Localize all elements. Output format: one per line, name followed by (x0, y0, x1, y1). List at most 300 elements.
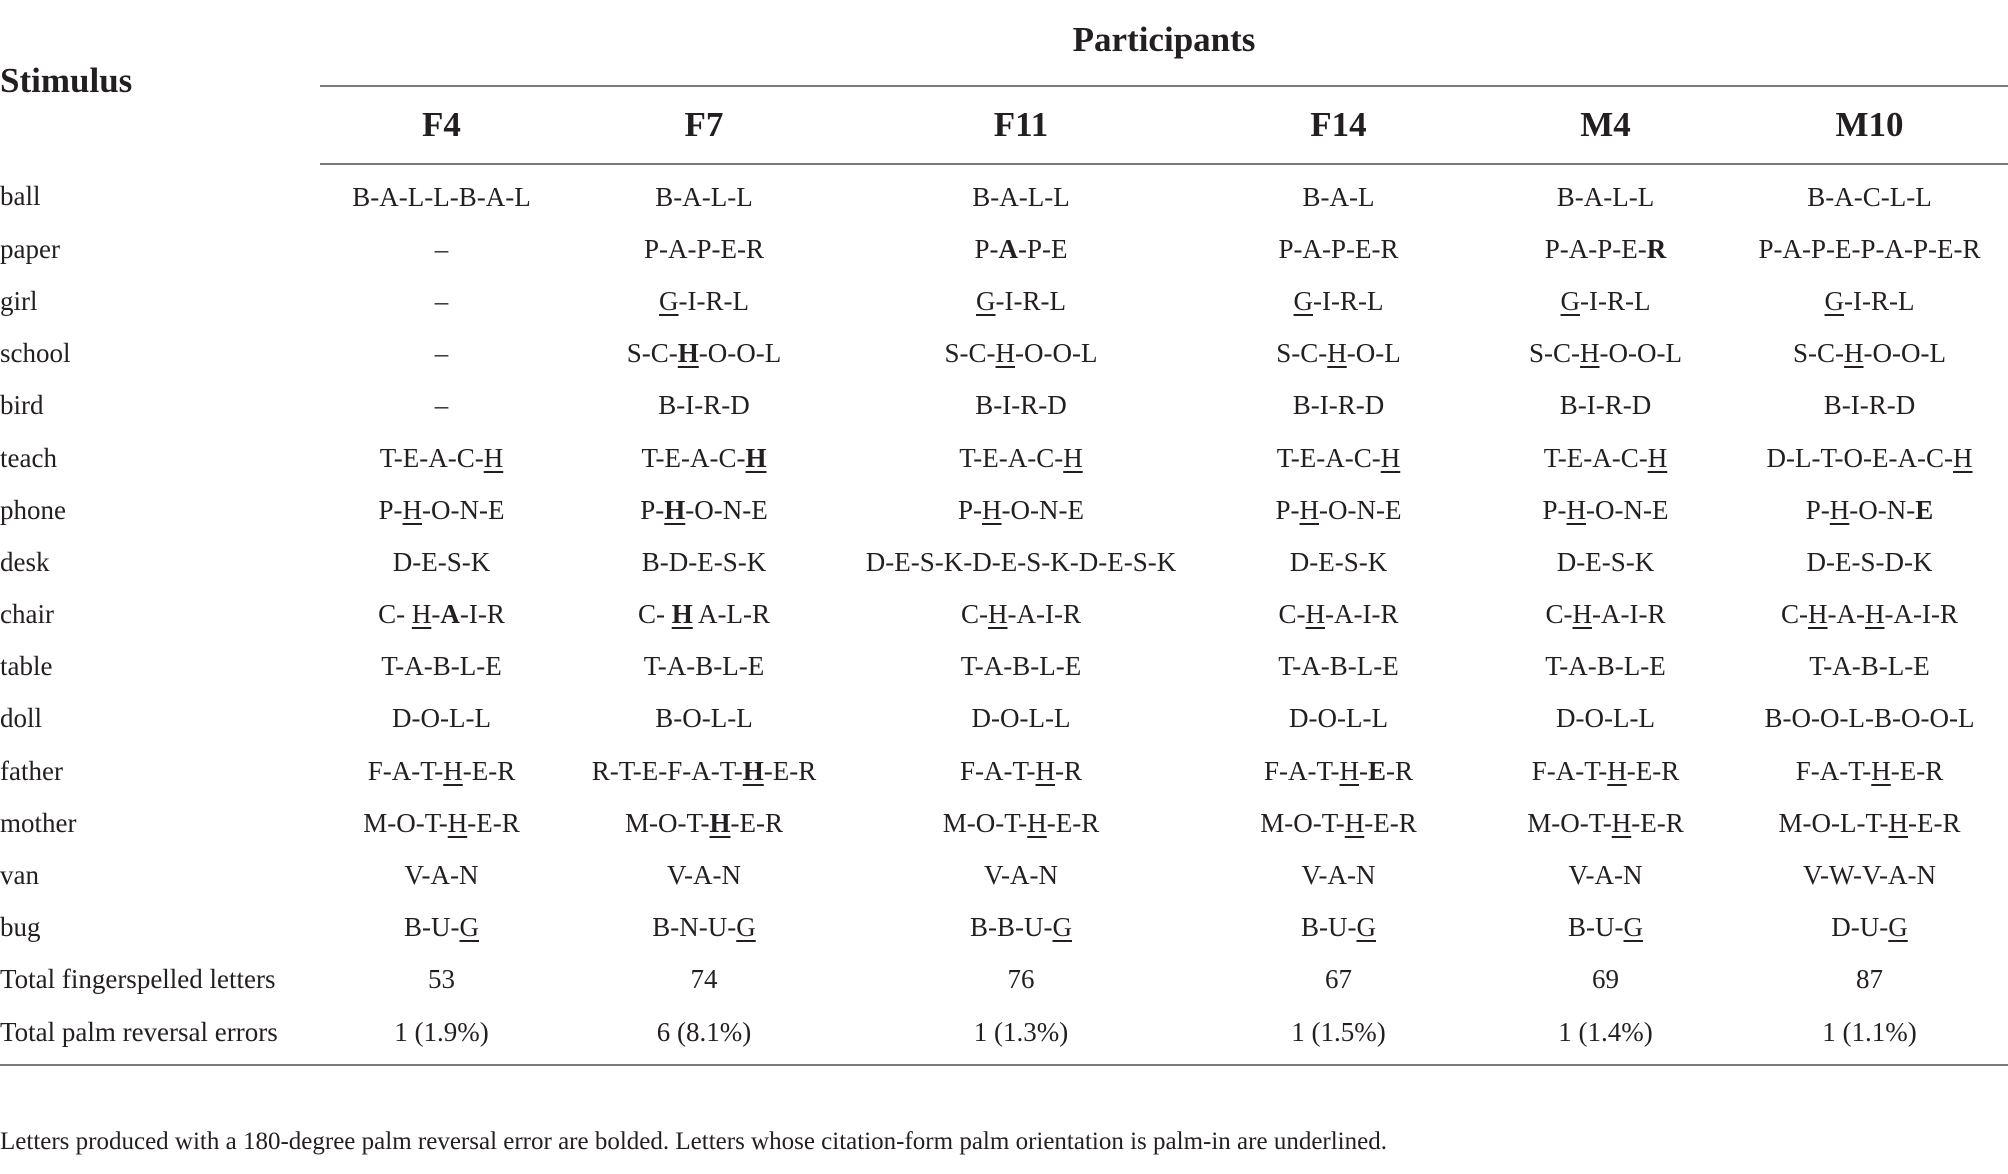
response-cell (320, 328, 563, 380)
response-cell (1197, 536, 1480, 588)
letter-segment: -O-L (1346, 338, 1401, 369)
letter-segment: P- (974, 233, 999, 264)
letter-segment: B-I-R-D (1559, 390, 1652, 421)
response-cell (563, 432, 845, 484)
letter-segment: H (402, 494, 423, 525)
letter-segment: F-A-T- (1263, 755, 1340, 786)
stimulus-cell: bug (0, 912, 41, 943)
letter-segment: T-A-B-L-E (643, 651, 765, 682)
letter-segment: -E-R (1908, 807, 1961, 838)
response-cell (1197, 693, 1480, 745)
table-row (0, 954, 2008, 1006)
letter-segment: G (976, 285, 996, 316)
response-cell (1731, 693, 2008, 745)
letter-segment: F-A-T- (367, 755, 444, 786)
stimulus-cell: father (0, 755, 63, 786)
table-body (0, 164, 2008, 1065)
response-cell (1731, 797, 2008, 849)
letter-segment: P- (958, 494, 983, 525)
letter-segment: P- (1275, 494, 1300, 525)
letter-segment: H (671, 599, 693, 630)
letter-segment: -R (1055, 755, 1082, 786)
letter-segment: H (1888, 807, 1909, 838)
letter-segment: 1 (1.1%) (1822, 1016, 1917, 1047)
table-row (0, 902, 2008, 954)
response-cell (320, 223, 563, 275)
participants-group-label: Participants (1072, 20, 1256, 59)
response-cell (563, 589, 845, 641)
letter-segment: H (1580, 338, 1600, 369)
response-cell (1197, 164, 1480, 223)
letter-segment: M-O-T- (1260, 807, 1345, 838)
letter-segment: -A-I-R (1007, 599, 1081, 630)
response-cell (563, 693, 845, 745)
letter-segment: H (1844, 338, 1864, 369)
letter-segment: T-A-B-L-E (1545, 651, 1666, 682)
response-cell (1480, 797, 1731, 849)
response-cell (1480, 484, 1731, 536)
letter-segment: B-A-L-L (655, 181, 753, 212)
letter-segment: P- (1805, 494, 1830, 525)
letter-segment: H (1647, 442, 1668, 473)
table-row (0, 328, 2008, 380)
letter-segment: V-A-N (404, 860, 479, 891)
letter-segment: G (1824, 285, 1845, 316)
letter-segment: B-A-C-L-L (1807, 181, 1932, 212)
letter-segment: D-U- (1831, 912, 1889, 943)
letter-segment: C- (1278, 599, 1306, 630)
letter-segment: T-E-A-C- (1276, 442, 1381, 473)
letter-segment: -I-R-L (1313, 285, 1384, 316)
letter-segment: – (434, 390, 449, 421)
response-cell (1197, 1006, 1480, 1065)
letter-segment: T-E-A-C- (959, 442, 1064, 473)
stimulus-cell: mother (0, 807, 77, 838)
letter-segment: 1 (1.9%) (394, 1016, 489, 1047)
letter-segment: V-A-N (1568, 860, 1643, 891)
letter-segment: G (1052, 912, 1072, 943)
letter-segment: C- (637, 599, 672, 630)
letter-segment: B-A-L-L (972, 181, 1070, 212)
response-cell (320, 902, 563, 954)
letter-segment: H (447, 807, 468, 838)
letter-segment: - (1359, 755, 1368, 786)
letter-segment: G (459, 912, 479, 943)
response-cell (845, 641, 1197, 693)
letter-segment: P- (1542, 494, 1567, 525)
letter-segment: 87 (1856, 964, 1884, 995)
table-row (0, 745, 2008, 797)
participant-header: F14 (1197, 86, 1480, 164)
response-cell (1480, 380, 1731, 432)
response-cell (1197, 641, 1480, 693)
stimulus-cell: Total palm reversal errors (0, 1006, 320, 1065)
letter-segment: -E-R (1631, 807, 1684, 838)
letter-segment: 1 (1.5%) (1291, 1016, 1386, 1047)
stimulus-cell: bird (0, 390, 44, 421)
letter-segment: F-A-T- (1531, 755, 1608, 786)
letter-segment: D-O-L-L (1556, 703, 1655, 734)
letter-segment: H (1871, 755, 1891, 786)
letter-segment: T-A-B-L-E (960, 651, 1082, 682)
participant-header: F11 (845, 86, 1197, 164)
response-cell (1731, 589, 2008, 641)
response-cell (845, 589, 1197, 641)
letter-segment: H (1607, 755, 1627, 786)
response-cell (1197, 275, 1480, 327)
letter-segment: 53 (428, 964, 455, 995)
letter-segment: F-A-T- (1795, 755, 1872, 786)
response-cell (1197, 797, 1480, 849)
letter-segment: -I-R-L (1580, 285, 1651, 316)
letter-segment: H (1063, 442, 1083, 473)
response-cell (563, 745, 845, 797)
letter-segment: -O-N-E (1586, 494, 1669, 525)
stimulus-cell: chair (0, 599, 54, 630)
response-cell (845, 1006, 1197, 1065)
stimulus-cell: ball (0, 181, 41, 212)
stimulus-cell: Total fingerspelled letters (0, 964, 276, 995)
response-cell (563, 954, 845, 1006)
table-row (0, 797, 2008, 849)
letter-segment: S-C- (1793, 338, 1845, 369)
response-cell (1480, 589, 1731, 641)
table-row (0, 432, 2008, 484)
letter-segment: T-E-A-C- (1543, 442, 1648, 473)
participants-group-header (320, 0, 2008, 86)
stimulus-cell: phone (0, 494, 66, 525)
response-cell (1197, 745, 1480, 797)
response-cell (1480, 328, 1731, 380)
letter-segment: H (1953, 442, 1973, 473)
letter-segment: S-C- (626, 338, 678, 369)
response-cell (845, 432, 1197, 484)
letter-segment: -I-R-L (1844, 285, 1915, 316)
letter-segment: P- (378, 494, 403, 525)
response-cell (1731, 223, 2008, 275)
response-cell (1731, 849, 2008, 901)
response-cell (563, 797, 845, 849)
letter-segment: H (982, 494, 1002, 525)
letter-segment: D-E-S-K (392, 546, 491, 577)
letter-segment: M-O-T- (625, 807, 710, 838)
letter-segment: B-B-U- (970, 912, 1053, 943)
response-cell (1731, 902, 2008, 954)
letter-segment: H (1865, 599, 1885, 630)
stimulus-cell: van (0, 860, 39, 891)
letter-segment: E (1915, 494, 1934, 525)
letter-segment: -O-N-E (1319, 494, 1402, 525)
letter-segment: G (1293, 285, 1314, 316)
letter-segment: B-U- (1568, 912, 1624, 943)
response-cell (1731, 275, 2008, 327)
letter-segment: D-O-L-L (1289, 703, 1388, 734)
response-cell (320, 745, 563, 797)
letter-segment: -A-I-R (1325, 599, 1399, 630)
response-cell (1480, 954, 1731, 1006)
letter-segment: S-C- (944, 338, 996, 369)
response-cell (320, 484, 563, 536)
letter-segment: A (440, 599, 460, 630)
letter-segment: 6 (8.1%) (656, 1016, 752, 1047)
letter-segment: H (1380, 442, 1401, 473)
response-cell (1480, 849, 1731, 901)
letter-segment: H (709, 807, 731, 838)
response-cell (1480, 223, 1731, 275)
letter-segment: G (1356, 912, 1376, 943)
response-cell (320, 1006, 563, 1065)
letter-segment: -E-R (462, 755, 516, 786)
response-cell (1480, 902, 1731, 954)
header-group-row (0, 0, 2008, 86)
response-cell (1197, 328, 1480, 380)
letter-segment: P-A-P-E-R (644, 233, 764, 264)
response-cell (1197, 380, 1480, 432)
table-row (0, 641, 2008, 693)
table-header (0, 0, 2008, 164)
letter-segment: M-O-L-T- (1778, 807, 1889, 838)
letter-segment: B-N-U- (652, 912, 737, 943)
letter-segment: H (1566, 494, 1587, 525)
letter-segment: T-A-B-L-E (1278, 651, 1399, 682)
letter-segment: -A- (1827, 599, 1866, 630)
letter-segment: P- (640, 494, 665, 525)
response-cell (845, 223, 1197, 275)
response-cell (320, 849, 563, 901)
letter-segment: P-A-P-E- (1544, 233, 1647, 264)
letter-segment: B-A-L-L-B-A-L (352, 181, 531, 212)
letter-segment: H (1808, 599, 1828, 630)
letter-segment: H (443, 755, 463, 786)
letter-segment: -O-N-E (1001, 494, 1084, 525)
letter-segment: 1 (1.3%) (973, 1016, 1069, 1047)
letter-segment: -O-O-L (1599, 338, 1682, 369)
letter-segment: H (1035, 755, 1055, 786)
response-cell (1731, 164, 2008, 223)
response-cell (845, 380, 1197, 432)
letter-segment: H (988, 599, 1008, 630)
letter-segment: H (742, 755, 764, 786)
letter-segment: H (1305, 599, 1325, 630)
response-cell (320, 589, 563, 641)
letter-segment: – (434, 338, 449, 369)
letter-segment: 76 (1007, 964, 1035, 995)
participant-header: F7 (563, 86, 845, 164)
table-row (0, 223, 2008, 275)
response-cell (845, 328, 1197, 380)
response-cell (1197, 902, 1480, 954)
letter-segment: - (431, 599, 441, 630)
table-row (0, 164, 2008, 223)
letter-segment: D-E-S-K-D-E-S-K-D-E-S-K (865, 546, 1177, 577)
letter-segment: -A-I-R (1592, 599, 1666, 630)
letter-segment: C- (961, 599, 988, 630)
response-cell (845, 745, 1197, 797)
response-cell (1197, 954, 1480, 1006)
stimulus-cell: doll (0, 703, 43, 734)
response-cell (320, 380, 563, 432)
response-cell (563, 849, 845, 901)
stimulus-cell: girl (0, 285, 38, 316)
letter-segment: H (664, 494, 686, 525)
letter-segment: H (1327, 338, 1347, 369)
letter-segment: M-O-T- (942, 807, 1028, 838)
response-cell (1731, 380, 2008, 432)
response-cell (1197, 589, 1480, 641)
response-cell (1731, 1006, 2008, 1065)
response-cell (845, 902, 1197, 954)
letter-segment: -I-R-L (678, 285, 749, 316)
letter-segment: -E-R (1626, 755, 1680, 786)
response-cell (1731, 328, 2008, 380)
response-cell (1480, 275, 1731, 327)
letter-segment: 67 (1325, 964, 1352, 995)
letter-segment: B-U- (1301, 912, 1357, 943)
response-cell (1480, 641, 1731, 693)
response-cell (320, 797, 563, 849)
letter-segment: 1 (1.4%) (1558, 1016, 1653, 1047)
letter-segment: T-A-B-L-E (1809, 651, 1930, 682)
response-cell (845, 484, 1197, 536)
letter-segment: B-O-L-L (655, 703, 753, 734)
letter-segment: V-W-V-A-N (1803, 860, 1937, 891)
response-cell (563, 223, 845, 275)
response-cell (1480, 693, 1731, 745)
response-cell (563, 902, 845, 954)
stimulus-cell: school (0, 338, 71, 369)
letter-segment: H (411, 599, 432, 630)
letter-segment: H (1027, 807, 1047, 838)
letter-segment: V-A-N (984, 860, 1058, 891)
letter-segment: P-A-P-E-R (1278, 233, 1399, 264)
response-cell (1480, 536, 1731, 588)
response-cell (1480, 1006, 1731, 1065)
letter-segment: D-E-S-K (1556, 546, 1655, 577)
letter-segment: S-C- (1529, 338, 1581, 369)
response-cell (1197, 484, 1480, 536)
stimulus-cell: paper (0, 233, 60, 264)
letter-segment: -E-R (1046, 807, 1100, 838)
letter-segment: -A-I-R (1884, 599, 1958, 630)
response-cell (563, 275, 845, 327)
response-cell (1480, 432, 1731, 484)
letter-segment: V-A-N (667, 860, 741, 891)
response-cell (1731, 536, 2008, 588)
response-cell (845, 849, 1197, 901)
response-cell (845, 693, 1197, 745)
response-cell (320, 164, 563, 223)
response-cell (1480, 745, 1731, 797)
letter-segment: B-A-L-L (1556, 181, 1655, 212)
letter-segment: B-U- (404, 912, 460, 943)
letter-segment: -E-R (763, 755, 817, 786)
response-cell (563, 484, 845, 536)
letter-segment: H (1344, 807, 1365, 838)
response-cell (1480, 164, 1731, 223)
letter-segment: D-E-S-D-K (1806, 546, 1933, 577)
letter-segment: A-L-R (692, 599, 770, 630)
table-row (0, 536, 2008, 588)
letter-segment: E (1368, 755, 1387, 786)
letter-segment: -R (1386, 755, 1414, 786)
letter-segment: D-E-S-K (1289, 546, 1388, 577)
letter-segment: – (434, 233, 449, 264)
letter-segment: V-A-N (1301, 860, 1376, 891)
letter-segment: D-L-T-O-E-A-C- (1766, 442, 1953, 473)
response-cell (563, 641, 845, 693)
letter-segment: G (1560, 285, 1581, 316)
table-row (0, 589, 2008, 641)
stimulus-cell: table (0, 651, 53, 682)
letter-segment: H (745, 442, 767, 473)
letter-segment: G (1888, 912, 1908, 943)
stimulus-cell: teach (0, 442, 57, 473)
letter-segment: H (483, 442, 504, 473)
response-cell (1197, 223, 1480, 275)
response-cell (1731, 432, 2008, 484)
response-cell (563, 536, 845, 588)
response-cell (563, 1006, 845, 1065)
letter-segment: -O-N-E (685, 494, 768, 525)
letter-segment: T-E-A-C- (641, 442, 746, 473)
response-cell (845, 275, 1197, 327)
response-cell (845, 797, 1197, 849)
letter-segment: – (434, 285, 449, 316)
letter-segment: -E-R (467, 807, 520, 838)
letter-segment: -O-N-E (422, 494, 505, 525)
response-cell (563, 380, 845, 432)
response-cell (1731, 641, 2008, 693)
letter-segment: B-D-E-S-K (641, 546, 767, 577)
letter-segment: -O-O-L (1015, 338, 1098, 369)
response-cell (1731, 484, 2008, 536)
letter-segment: M-O-T- (363, 807, 448, 838)
letter-segment: B-O-O-L-B-O-O-L (1764, 703, 1975, 734)
participant-header: M4 (1480, 86, 1731, 164)
stimulus-column-header: Stimulus (0, 61, 133, 100)
letter-segment: -O-O-L (698, 338, 782, 369)
response-cell (1197, 849, 1480, 901)
letter-segment: R-T-E-F-A-T- (591, 755, 743, 786)
letter-segment: H (1829, 494, 1850, 525)
table-footnote: Letters produced with a 180-degree palm reversal error are bolded. Letters whose citation-form palm orientation is palm-in are underlined. (0, 1128, 1387, 1155)
letter-segment: B-I-R-D (1823, 390, 1916, 421)
letter-segment: F-A-T- (959, 755, 1036, 786)
response-cell (845, 536, 1197, 588)
response-cell (1731, 954, 2008, 1006)
letter-segment: R (1646, 233, 1667, 264)
letter-segment: -E-R (1890, 755, 1944, 786)
letter-segment: B-I-R-D (975, 390, 1067, 421)
table-row (0, 693, 2008, 745)
letter-segment: 74 (690, 964, 718, 995)
response-cell (1731, 745, 2008, 797)
letter-segment: T-A-B-L-E (381, 651, 502, 682)
letter-segment: C- (378, 599, 412, 630)
letter-segment: -P-E (1018, 233, 1068, 264)
letter-segment: M-O-T- (1527, 807, 1612, 838)
letter-segment: B-I-R-D (658, 390, 750, 421)
letter-segment: G (736, 912, 756, 943)
letter-segment: B-I-R-D (1292, 390, 1385, 421)
table-row (0, 380, 2008, 432)
letter-segment: H (995, 338, 1016, 369)
letter-segment: H (1299, 494, 1320, 525)
table-row (0, 484, 2008, 536)
response-cell (845, 164, 1197, 223)
letter-segment: -I-R-L (995, 285, 1066, 316)
table-row (0, 849, 2008, 901)
